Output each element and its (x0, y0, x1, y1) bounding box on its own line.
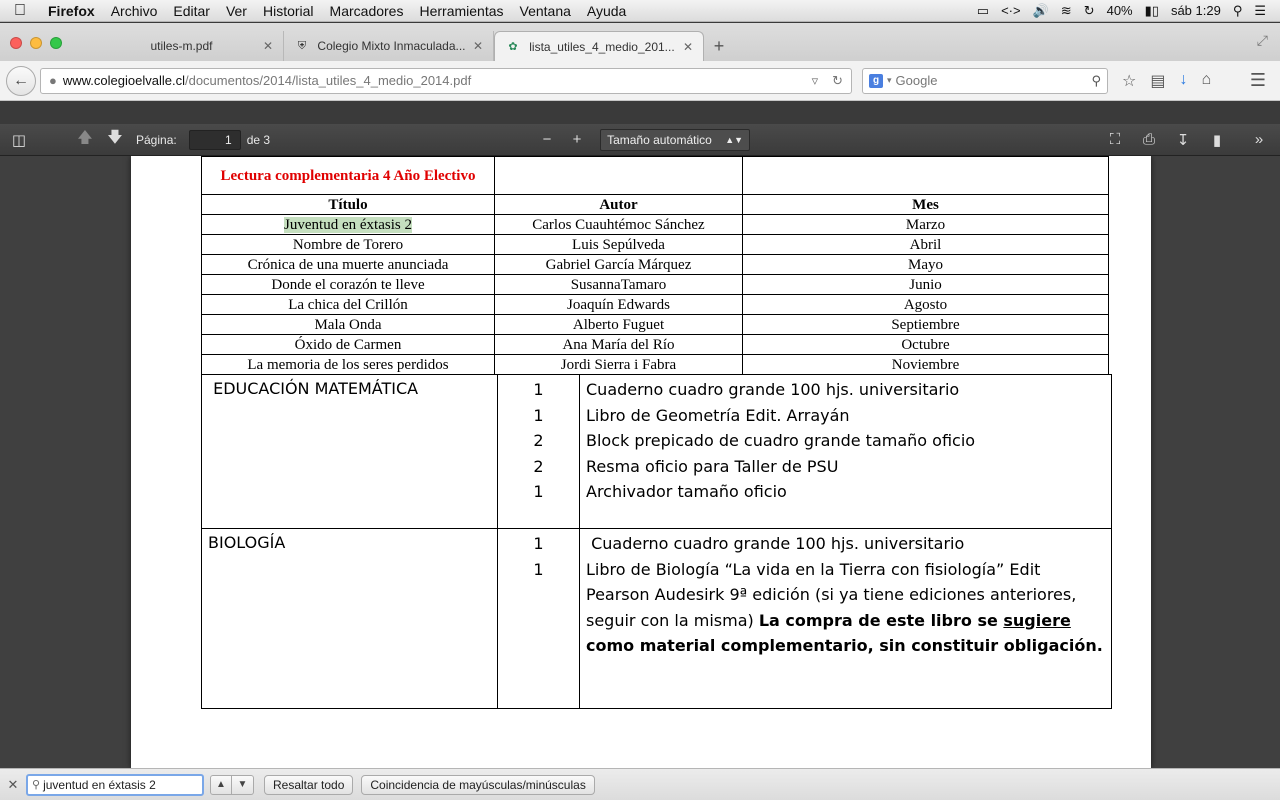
subject-name-text: EDUCACIÓN MATEMÁTICA (213, 379, 419, 398)
item: Block prepicado de cuadro grande tamaño oficio (586, 431, 976, 450)
page-label: Página: (136, 132, 177, 147)
cell-text: Octubre (901, 336, 950, 353)
google-icon[interactable]: g (869, 74, 883, 88)
previous-page-icon[interactable]: 🡅 (77, 129, 93, 146)
next-page-icon[interactable]: 🡇 (107, 129, 123, 146)
url-bar[interactable] (40, 68, 852, 94)
item-biology-book (586, 557, 1105, 659)
engine-dropdown-icon[interactable]: ▾ (887, 75, 892, 85)
history-dropdown-icon[interactable]: ▿ (811, 72, 819, 88)
cell-text: Mala Onda (314, 316, 382, 333)
reading-list-title: Lectura complementaria 4 Año Electivo (202, 157, 495, 195)
toolbar-icons (1122, 71, 1211, 91)
table-row (202, 355, 1109, 375)
cell-text: Septiembre (891, 316, 960, 333)
hamburger-menu-icon[interactable]: ☰ (1249, 70, 1266, 90)
shield-icon: ⛨ (297, 39, 307, 52)
cell-text: Juventud en éxtasis 2 (284, 216, 412, 233)
reload-icon[interactable]: ↻ (832, 72, 843, 88)
cell-text: Marzo (905, 216, 946, 233)
table-cell (202, 255, 495, 275)
zoom-select[interactable] (600, 129, 750, 151)
menubar (0, 0, 1280, 22)
reading-rows (202, 215, 1109, 375)
close-icon[interactable]: ✕ (472, 39, 483, 53)
menu-editar[interactable]: Editar (173, 2, 210, 19)
pdf-toolbar (0, 124, 1280, 156)
pdf-viewer[interactable] (0, 156, 1280, 768)
cell-text: Gabriel García Márquez (545, 256, 692, 273)
table-row (202, 255, 1109, 275)
cell-text: Donde el corazón te lleve (271, 276, 425, 293)
minimize-window-button[interactable] (30, 37, 42, 49)
zoom-out-icon[interactable]: − (542, 131, 552, 148)
print-icon[interactable]: ⎙ (1142, 130, 1155, 148)
volume-icon[interactable]: 🔊 (1032, 2, 1049, 18)
quantity: 1 (533, 482, 544, 501)
quantity: 1 (533, 380, 544, 399)
battery-percent: 40% (1106, 3, 1133, 18)
cell-text: La chica del Crillón (288, 296, 408, 313)
table-cell (495, 255, 743, 275)
column-header-mes: Mes (743, 195, 1109, 215)
table-row (202, 235, 1109, 255)
url-tools (812, 73, 843, 89)
cell-text: Junio (909, 276, 942, 293)
bookmark-star-icon[interactable]: ☆ (1122, 72, 1137, 90)
cell-text: Agosto (903, 296, 948, 313)
table-row (202, 275, 1109, 295)
table-cell (495, 275, 743, 295)
table-header-row (202, 195, 1109, 215)
table-row (202, 215, 1109, 235)
highlight-all-button[interactable]: Resaltar todo (264, 775, 353, 795)
save-icon[interactable]: ↧ (1176, 131, 1190, 149)
find-bar (0, 768, 1280, 800)
table-row (202, 295, 1109, 315)
globe-icon: ✿ (508, 41, 518, 53)
quantity: 1 (533, 559, 544, 579)
cell-text: Nombre de Torero (292, 236, 404, 253)
fullscreen-icon[interactable]: ⤢ (1256, 32, 1268, 48)
subjects-table (201, 374, 1112, 709)
cell-text: Abril (909, 236, 942, 253)
table-cell (743, 235, 1109, 255)
table-cell (202, 295, 495, 315)
cell-text: Carlos Cuauhtémoc Sánchez (532, 216, 705, 233)
tab-label: lista_utiles_4_medio_201... (529, 39, 675, 54)
menu-archivo[interactable]: Archivo (110, 2, 158, 19)
cell-text: SusannaTamaro (570, 276, 667, 293)
cell-text: Óxido de Carmen (294, 336, 402, 353)
chevron-updown-icon: ▲▼ (725, 134, 744, 145)
page-count: de 3 (246, 132, 271, 147)
table-cell (743, 157, 1109, 195)
table-cell (495, 355, 743, 375)
menu-ventana[interactable]: Ventana (519, 2, 571, 19)
item-note: La compra de este libro se (758, 610, 1004, 630)
zoom-in-icon[interactable]: + (572, 131, 582, 148)
tab-utiles-m[interactable] (74, 31, 284, 61)
window-controls (0, 37, 74, 61)
airplay-icon[interactable]: ▭ (976, 2, 990, 18)
quantity: 1 (533, 534, 544, 553)
find-next-button[interactable]: ▼ (232, 775, 254, 795)
find-previous-button[interactable]: ▲ (210, 775, 232, 795)
menu-historial[interactable]: Historial (262, 2, 314, 19)
table-cell (202, 235, 495, 255)
cell-text: Mayo (908, 256, 943, 273)
table-cell (743, 215, 1109, 235)
item-note: como material complementario, sin constituir obligación. (586, 636, 1103, 655)
match-case-button[interactable]: Coincidencia de mayúsculas/minúsculas (361, 775, 594, 795)
table-cell (202, 275, 495, 295)
quantity: 1 (533, 405, 544, 425)
table-cell (743, 315, 1109, 335)
table-cell (743, 355, 1109, 375)
arrow-left-icon: ← (13, 71, 29, 89)
bookmark-icon[interactable]: ▮ (1212, 131, 1222, 149)
tab-lista-utiles[interactable] (494, 31, 704, 61)
tab-label: utiles-m.pdf (150, 39, 213, 53)
navigation-bar (0, 61, 1280, 101)
item: Libro de Geometría Edit. Arrayán (586, 405, 850, 425)
item: Archivador tamaño oficio (586, 482, 787, 501)
pdf-page (131, 156, 1151, 768)
quantity-column (498, 375, 580, 529)
apple-icon[interactable] (0, 2, 40, 20)
notification-center-icon[interactable]: ☰ (1254, 2, 1266, 18)
menu-ayuda[interactable]: Ayuda (586, 2, 627, 19)
menu-ver[interactable]: Ver (225, 2, 247, 19)
pdf-right-tools (1100, 131, 1280, 149)
pdf-icon (84, 38, 100, 54)
table-cell (202, 335, 495, 355)
cell-text: Ana María del Río (562, 336, 675, 353)
time-machine-icon[interactable]: ↻ (1083, 2, 1095, 18)
reading-list-icon[interactable]: ▤ (1150, 72, 1166, 90)
search-bar[interactable] (862, 68, 1108, 94)
cell-text: Crónica de una muerte anunciada (247, 256, 449, 273)
item-note-underline: sugiere (1003, 610, 1071, 630)
item: Cuaderno cuadro grande 100 hjs. universitario (586, 534, 965, 553)
clock[interactable]: sáb 1:29 (1170, 3, 1221, 18)
search-icon[interactable]: ⚲ (1091, 72, 1101, 88)
download-icon[interactable]: ↓ (1179, 70, 1188, 88)
subject-name: BIOLOGÍA (202, 529, 498, 709)
tab-colegio-mixto[interactable] (284, 31, 494, 61)
presentation-mode-icon[interactable]: ⛶ (1109, 130, 1121, 148)
items-column (580, 529, 1112, 709)
cell-text: Alberto Fuguet (572, 316, 665, 333)
item-text: Libro de Biología “La vida en la Tierra con fisiología” Edit Pearson Audesirk 9ª edición (si ya tiene ediciones anteriores, seguir con la misma) (586, 559, 1077, 630)
items-column (580, 375, 1112, 529)
table-cell (202, 215, 495, 235)
menu-marcadores[interactable]: Marcadores (329, 2, 404, 19)
tools-chevron-icon[interactable]: » (1254, 130, 1264, 148)
table-cell (743, 275, 1109, 295)
new-tab-button[interactable]: + (713, 35, 725, 56)
back-button[interactable] (6, 66, 36, 96)
code-icon[interactable]: <·> (1001, 3, 1021, 18)
table-cell (495, 157, 743, 195)
subject-row-math (202, 375, 1112, 529)
tab-strip (0, 23, 1280, 61)
cell-text: La memoria de los seres perdidos (247, 356, 449, 373)
column-header-autor: Autor (495, 195, 743, 215)
home-icon[interactable]: ⌂ (1201, 70, 1212, 88)
sidebar-toggle-icon[interactable]: ◫ (11, 131, 27, 149)
table-row (202, 335, 1109, 355)
subject-row-bio (202, 529, 1112, 709)
table-cell (495, 295, 743, 315)
close-icon[interactable]: ✕ (262, 39, 273, 53)
wifi-icon[interactable]: ≋ (1060, 2, 1072, 18)
close-window-button[interactable] (10, 37, 22, 49)
spotlight-icon[interactable]: ⚲ (1232, 2, 1243, 18)
table-cell (495, 235, 743, 255)
table-cell (495, 335, 743, 355)
table-cell (202, 315, 495, 335)
close-findbar-icon[interactable]: ✕ (7, 776, 19, 792)
menu-app-name[interactable]: Firefox (48, 2, 95, 19)
url-path: /documentos/2014/lista_utiles_4_medio_2014.pdf (184, 73, 472, 88)
search-icon: ⚲ (32, 779, 41, 791)
item: Resma oficio para Taller de PSU (586, 456, 839, 476)
table-cell (202, 355, 495, 375)
cell-text: Joaquín Edwards (567, 296, 670, 313)
find-input[interactable] (26, 774, 204, 796)
url-host: www.colegioelvalle.cl (62, 73, 185, 88)
battery-icon[interactable]: ▮▯ (1144, 2, 1159, 18)
cell-text: Luis Sepúlveda (572, 236, 665, 253)
quantity: 2 (533, 431, 544, 450)
quantity-column (498, 529, 580, 709)
reading-list-table (201, 156, 1109, 375)
page-number-input[interactable]: 1 (189, 130, 241, 150)
zoom-value: Tamaño automático (607, 132, 712, 147)
column-header-titulo: Título (202, 195, 495, 215)
table-cell (743, 335, 1109, 355)
close-icon[interactable]: ✕ (682, 39, 693, 54)
table-cell (743, 255, 1109, 275)
zoom-window-button[interactable] (50, 37, 62, 49)
table-header-title-row (202, 157, 1109, 195)
table-row (202, 315, 1109, 335)
subject-name (202, 375, 498, 529)
search-placeholder: Google (895, 73, 938, 88)
status-area (977, 3, 1280, 19)
menu-herramientas[interactable]: Herramientas (419, 2, 504, 19)
quantity: 2 (533, 456, 544, 476)
tab-label: Colegio Mixto Inmaculada... (317, 39, 466, 53)
cell-text: Noviembre (891, 356, 960, 373)
table-cell (743, 295, 1109, 315)
globe-icon: ● (49, 73, 57, 88)
cell-text: Jordi Sierra i Fabra (560, 356, 677, 373)
table-cell (495, 215, 743, 235)
find-query: juventud en éxtasis 2 (43, 777, 156, 792)
item: Cuaderno cuadro grande 100 hjs. universitario (586, 380, 960, 399)
table-cell (495, 315, 743, 335)
